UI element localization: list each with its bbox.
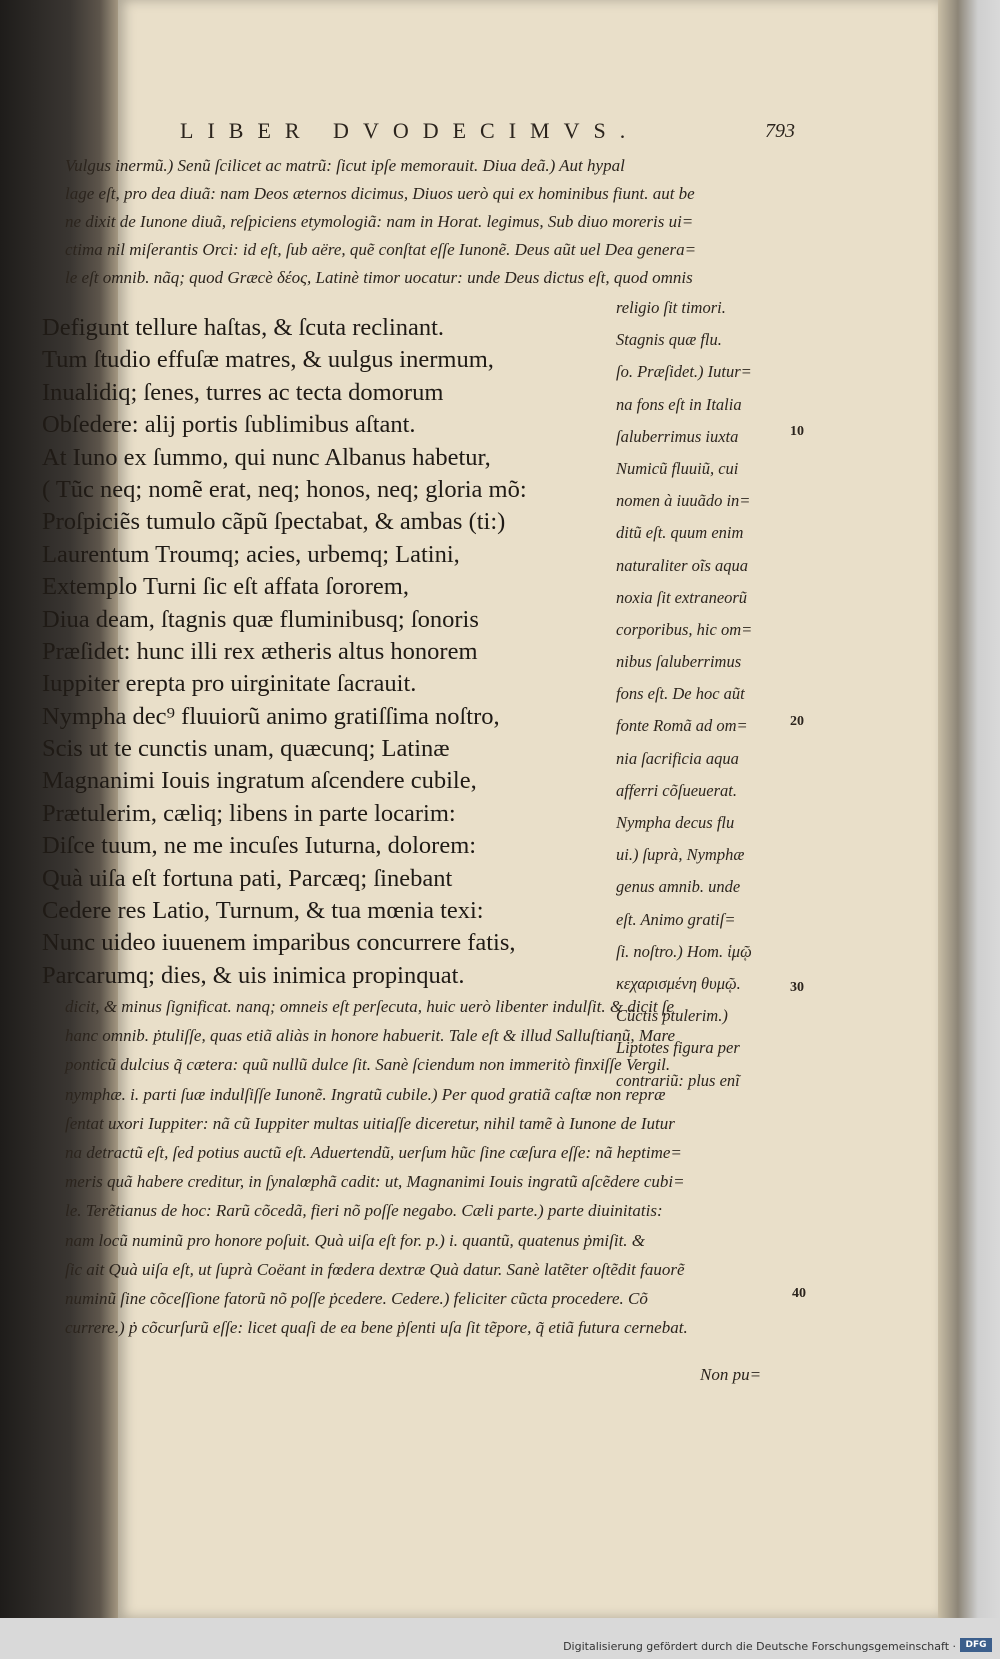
verse-line: Magnanimi Iouis ingratum aſcendere cubile, xyxy=(42,767,477,795)
marginal-line: noxia ſit extraneorũ xyxy=(616,587,748,607)
commentary-line: le. Terẽtianus de hoc: Rarũ cõcedã, fieri nõ poſſe negabo. Cæli parte.) parte diuinitatis: xyxy=(65,1201,663,1221)
verse-line: Extemplo Turni ſic eſt affata ſororem, xyxy=(42,573,409,601)
commentary-line: lage eſt, pro dea diuã: nam Deos æternos dicimus, Diuos uerò qui ex hominibus fiunt. aut be xyxy=(65,184,695,203)
marginal-line: ſo. Præſidet.) Iutur= xyxy=(616,362,752,382)
marginal-line: corporibus, hic om= xyxy=(616,619,753,639)
verse-line: Iuppiter erepta pro uirginitate ſacrauit. xyxy=(42,670,417,698)
commentary-line: ſic ait Quà uiſa eſt, ut ſuprà Coëant in fœdera dextræ Quà datur. Sanè latẽter oſtẽdit fauorẽ xyxy=(65,1259,685,1279)
marginal-line: Numicũ fluuiũ, cui xyxy=(616,458,739,478)
funding-credit: Digitalisierung gefördert durch die Deutsche Forschungsgemeinschaft · xyxy=(563,1640,956,1653)
line-number: 40 xyxy=(792,1286,806,1301)
commentary-line: ſentat uxori Iuppiter: nã cũ Iuppiter multas uitiaſſe diceretur, nihil tamẽ à Iunone de Iutur xyxy=(65,1113,675,1133)
catchword: Non pu= xyxy=(700,1365,762,1384)
marginal-line: ditũ eſt. quum enim xyxy=(616,523,744,543)
commentary-line: currere.) ṗ cõcurſurũ eſſe: licet quaſi de ea bene ṗſenti uſa ſit tẽpore, q̃ etiã futura cernebat. xyxy=(65,1318,688,1338)
line-number: 10 xyxy=(790,424,804,439)
marginal-line: ſi. noſtro.) Hom. ἱμῷ xyxy=(616,941,752,961)
marginal-line: afferri cõſueuerat. xyxy=(616,780,737,800)
commentary-line: ctima nil miſerantis Orci: id eſt, ſub aëre, quẽ conſtat eſſe Iunonẽ. Deus aũt uel Dea genera= xyxy=(65,240,697,259)
marginal-line: contrariũ: plus enĩ xyxy=(616,1070,740,1090)
commentary-line: meris quã habere creditur, in ſynalœphã cadit: ut, Magnanimi Iouis ingratũ aſcẽdere cubi= xyxy=(65,1172,685,1192)
commentary-line: ne dixit de Iunone diuã, reſpiciens etymologiã: nam in Horat. legimus, Sub diuo moreris ui= xyxy=(65,212,694,231)
commentary-line: le eſt omnib. nãq; quod Græcè δέος, Latinè timor uocatur: unde Deus dictus eſt, quod omnis xyxy=(65,268,693,287)
commentary-bottom xyxy=(65,992,815,1342)
marginal-line: fonte Romã ad om= xyxy=(616,716,748,736)
line-number: 30 xyxy=(790,980,804,995)
verse-line: Parcarumq; dies, & uis inimica propinquat. xyxy=(42,961,465,989)
marginal-line: Stagnis quæ flu. xyxy=(616,330,722,350)
running-head: LIBER DVODECIMVS. xyxy=(180,118,640,143)
marginal-line: ſaluberrimus iuxta xyxy=(616,426,739,446)
verse-line: Proſpiciẽs tumulo cãpũ ſpectabat, & ambas (ti:) xyxy=(42,508,506,536)
verse-line: Obſedere: alij portis ſublimibus aſtant. xyxy=(42,411,416,439)
commentary-line: dicit, & minus ſignificat. nanq; omneis eſt perſecuta, huic uerò libenter indulſit. & dicit ſe xyxy=(65,997,675,1016)
marginal-commentary xyxy=(616,292,786,1097)
verse-line: Diua deam, ſtagnis quæ fluminibusq; ſonoris xyxy=(42,605,479,633)
scan-right-edge xyxy=(938,0,1000,1618)
verse-line: Præſidet: hunc illi rex ætheris altus honorem xyxy=(42,637,478,665)
marginal-line: nomen à iuuãdo in= xyxy=(616,491,751,511)
line-number: 20 xyxy=(790,714,804,729)
verse-line: Laurentum Troumq; acies, urbemq; Latini, xyxy=(42,540,460,568)
verse-line: ( Tũc neq; nomẽ erat, neq; honos, neq; gloria mõ: xyxy=(42,475,527,503)
verse-line: Diſce tuum, ne me incuſes Iuturna, dolorem: xyxy=(42,832,477,860)
marginal-line: Cũctis ṗtulerim.) xyxy=(616,1006,728,1026)
marginal-line: na fons eſt in Italia xyxy=(616,394,742,414)
marginal-line: Liptotes figura per xyxy=(616,1038,740,1058)
marginal-line: eſt. Animo gratiſ= xyxy=(616,909,736,929)
verse-line: Defigunt tellure haſtas, & ſcuta reclinant. xyxy=(42,314,445,341)
page-number: 793 xyxy=(765,120,795,142)
verse-line: Tum ſtudio effuſæ matres, & uulgus inermum, xyxy=(42,346,494,374)
verse-line: Nympha dec⁹ fluuiorũ animo gratiſſima noſtro, xyxy=(42,702,500,730)
verse-line: Quà uiſa eſt fortuna pati, Parcæq; ſinebant xyxy=(42,864,453,892)
verse-line: Prætulerim, cæliq; libens in parte locarim: xyxy=(42,799,456,827)
marginal-line: genus amnib. unde xyxy=(616,877,741,897)
verse-line: Nunc uideo iuuenem imparibus concurrere fatis, xyxy=(42,929,516,957)
marginal-line: ui.) ſuprà, Nymphæ xyxy=(616,845,745,865)
marginal-line: nibus ſaluberrimus xyxy=(616,652,742,672)
marginal-line: κεχαρισμένη θυμῷ. xyxy=(616,973,741,993)
verse-line: Inualidiq; ſenes, turres ac tecta domorum xyxy=(42,378,444,406)
marginal-line: Nympha decus flu xyxy=(616,813,735,832)
commentary-line: nam locũ numinũ pro honore poſuit. Quà uiſa eſt for. p.) i. quantũ, quatenus ṗmiſit. & xyxy=(65,1230,646,1250)
marginal-line: nia ſacrificia aqua xyxy=(616,748,739,768)
commentary-line: na detractũ eſt, ſed potius auctũ eſt. Aduertendũ, uerſum hũc ſine cæſura eſſe: nã heptime= xyxy=(65,1142,682,1162)
commentary-line: Vulgus inermũ.) Senũ ſcilicet ac matrũ: ſicut ipſe memorauit. Diua deã.) Aut hypal xyxy=(65,156,625,175)
verse-line: At Iuno ex ſummo, qui nunc Albanus habetur, xyxy=(42,443,491,471)
marginal-line: fons eſt. De hoc aũt xyxy=(616,684,745,704)
verse-line: Cedere res Latio, Turnum, & tua mœnia texi: xyxy=(42,897,484,925)
commentary-top xyxy=(65,152,800,292)
commentary-line: numinũ ſine cõceſſione fatorũ nõ poſſe ṗcedere. Cedere.) feliciter cũcta procedere. Cõ xyxy=(65,1288,648,1308)
verse-line: Scis ut te cunctis unam, quæcunq; Latinæ xyxy=(42,735,450,763)
commentary-line: ponticũ dulcius q̃ cætera: quũ nullũ dulce ſit. Sanè ſciendum non immeritò finxiſſe Vergil. xyxy=(65,1055,671,1075)
verse-text xyxy=(42,312,602,992)
marginal-line: religio ſit timori. xyxy=(616,298,726,317)
commentary-line: hanc omnib. ṗtuliſſe, quas etiã aliàs in honore habuerit. Tale eſt & illud Salluſtianũ, Mare xyxy=(65,1026,676,1046)
dfg-logo: DFG xyxy=(960,1638,992,1652)
marginal-line: naturaliter oĩs aqua xyxy=(616,555,749,575)
commentary-line: nymphæ. i. parti ſuæ indulſiſſe Iunonẽ. Ingratũ cubile.) Per quod gratiã caſtæ non repræ xyxy=(65,1084,666,1104)
